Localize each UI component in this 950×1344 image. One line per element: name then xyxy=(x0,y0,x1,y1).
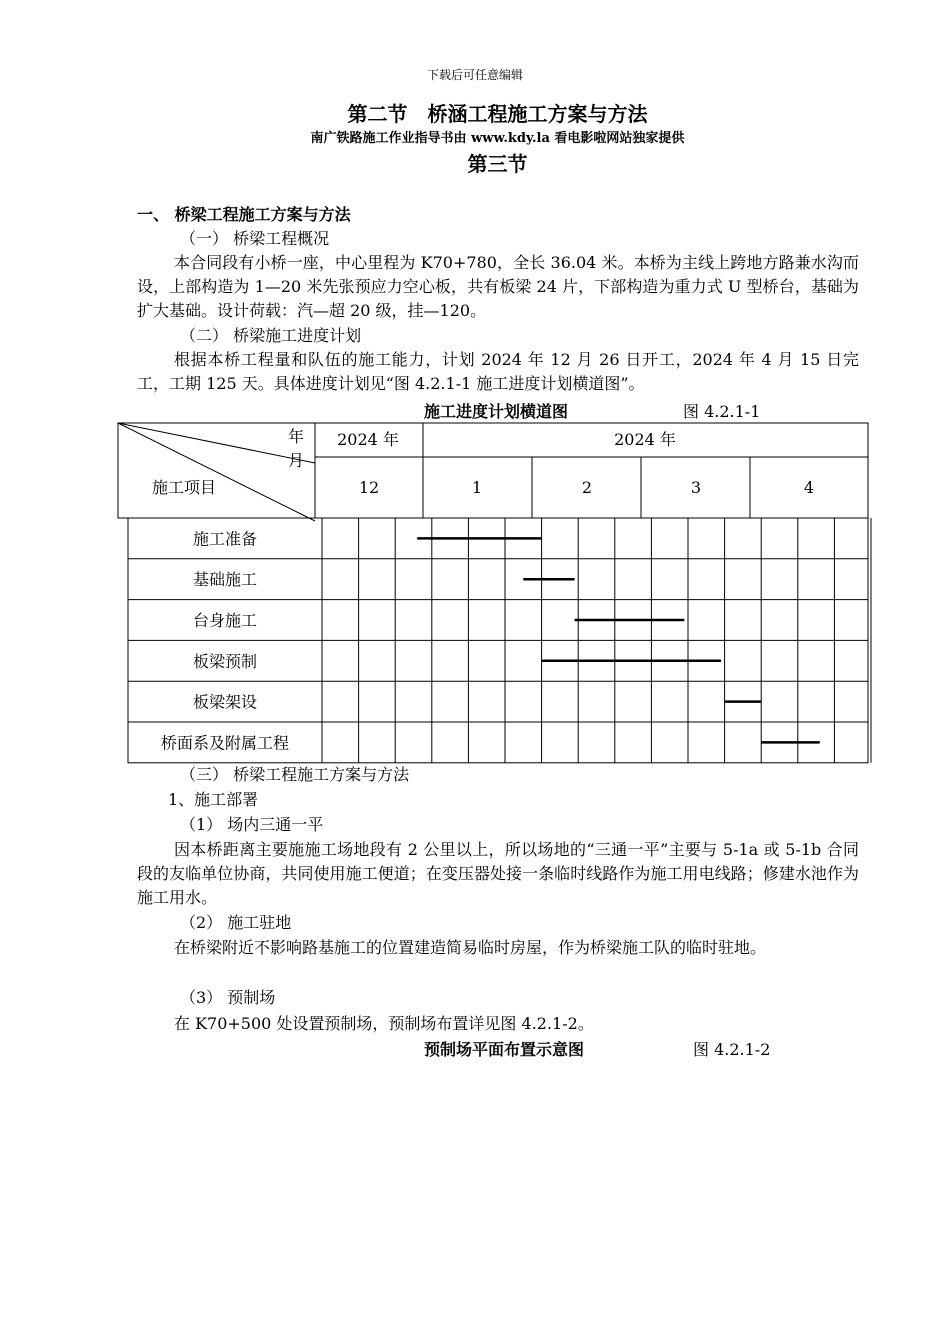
gantt-month-label: 1 xyxy=(471,478,483,497)
gantt-corner-year: 年 xyxy=(287,427,305,446)
p2-heading: （2） 施工驻地 xyxy=(180,913,292,932)
figure1-title: 施工进度计划横道图 xyxy=(424,402,569,421)
p3-heading: （3） 预制场 xyxy=(180,988,276,1007)
gantt-task-label: 施工准备 xyxy=(192,529,258,549)
sub1-paragraph: 本合同段有小桥一座，中心里程为 K70+780，全长 36.04 米。本桥为主线上跨地方路兼水沟而设，上部构造为 1—20 米先张预应力空心板，共有板梁 24 片，下部构造为重力式 U 型桥台，基础为扩大基础。设计荷载：汽—超 20 级，挂—120。 xyxy=(137,253,859,320)
header-note: 下载后可任意编辑 xyxy=(426,68,523,82)
gantt-corner-diagonal xyxy=(118,423,315,521)
gantt-header-border xyxy=(118,423,868,518)
gantt-year-left: 2024 年 xyxy=(337,430,399,449)
item1-heading: 1、施工部署 xyxy=(168,790,259,809)
section-subtitle: 南广铁路施工作业指导书由 www.kdy.la 看电影啦网站独家提供 xyxy=(310,131,685,146)
p2-paragraph: 在桥梁附近不影响路基施工的位置建造简易临时房屋，作为桥梁施工队的临时驻地。 xyxy=(174,938,767,957)
sub1-heading: （一） 桥梁工程概况 xyxy=(180,229,330,248)
gantt-task-label: 台身施工 xyxy=(192,611,258,630)
gantt-task-label: 板梁预制 xyxy=(192,651,258,671)
figure2-number: 图 4.2.1-2 xyxy=(693,1040,771,1059)
gantt-corner-item: 施工项目 xyxy=(151,478,217,497)
gantt-month-label: 3 xyxy=(690,478,702,497)
sub3-heading: （三） 桥梁工程施工方案与方法 xyxy=(180,765,410,784)
p1-heading: （1） 场内三通一平 xyxy=(180,815,324,834)
p1-paragraph: 因本桥距离主要施施工场地段有 2 公里以上，所以场地的“三通一平”主要与 5-1a 或 5-1b 合同段的友临单位协商，共同使用施工便道；在变压器处接一条临时线路作为施工用电线路；修建水池作为施工用水。 xyxy=(137,840,859,907)
gantt-month-label: 12 xyxy=(358,478,380,497)
section3-title: 第三节 xyxy=(467,152,528,176)
figure1-number: 图 4.2.1-1 xyxy=(683,402,761,421)
p3-paragraph: 在 K70+500 处设置预制场，预制场布置详见图 4.2.1-2。 xyxy=(174,1014,594,1033)
sub2-paragraph: 根据本桥工程量和队伍的施工能力，计划 2024 年 12 月 26 日开工，2024 年 4 月 15 日完工，工期 125 天。具体进度计划见“图 4.2.1-1 施工进度计划横道图”。 xyxy=(137,350,859,393)
section1-heading: 一、 桥梁工程施工方案与方法 xyxy=(137,205,351,224)
gantt-corner-month: 月 xyxy=(287,451,305,470)
section-title: 第二节 桥涵工程施工方案与方法 xyxy=(347,102,648,126)
sub2-heading: （二） 桥梁施工进度计划 xyxy=(180,326,362,345)
figure2-title: 预制场平面布置示意图 xyxy=(424,1040,585,1059)
gantt-corner-diagonal xyxy=(118,423,315,463)
gantt-month-label: 4 xyxy=(803,478,815,497)
gantt-year-right: 2024 年 xyxy=(614,430,676,449)
gantt-task-label: 桥面系及附属工程 xyxy=(160,733,290,753)
gantt-task-label: 板梁架设 xyxy=(192,692,258,712)
gantt-task-label: 基础施工 xyxy=(192,570,258,590)
gantt-month-label: 2 xyxy=(581,478,593,497)
